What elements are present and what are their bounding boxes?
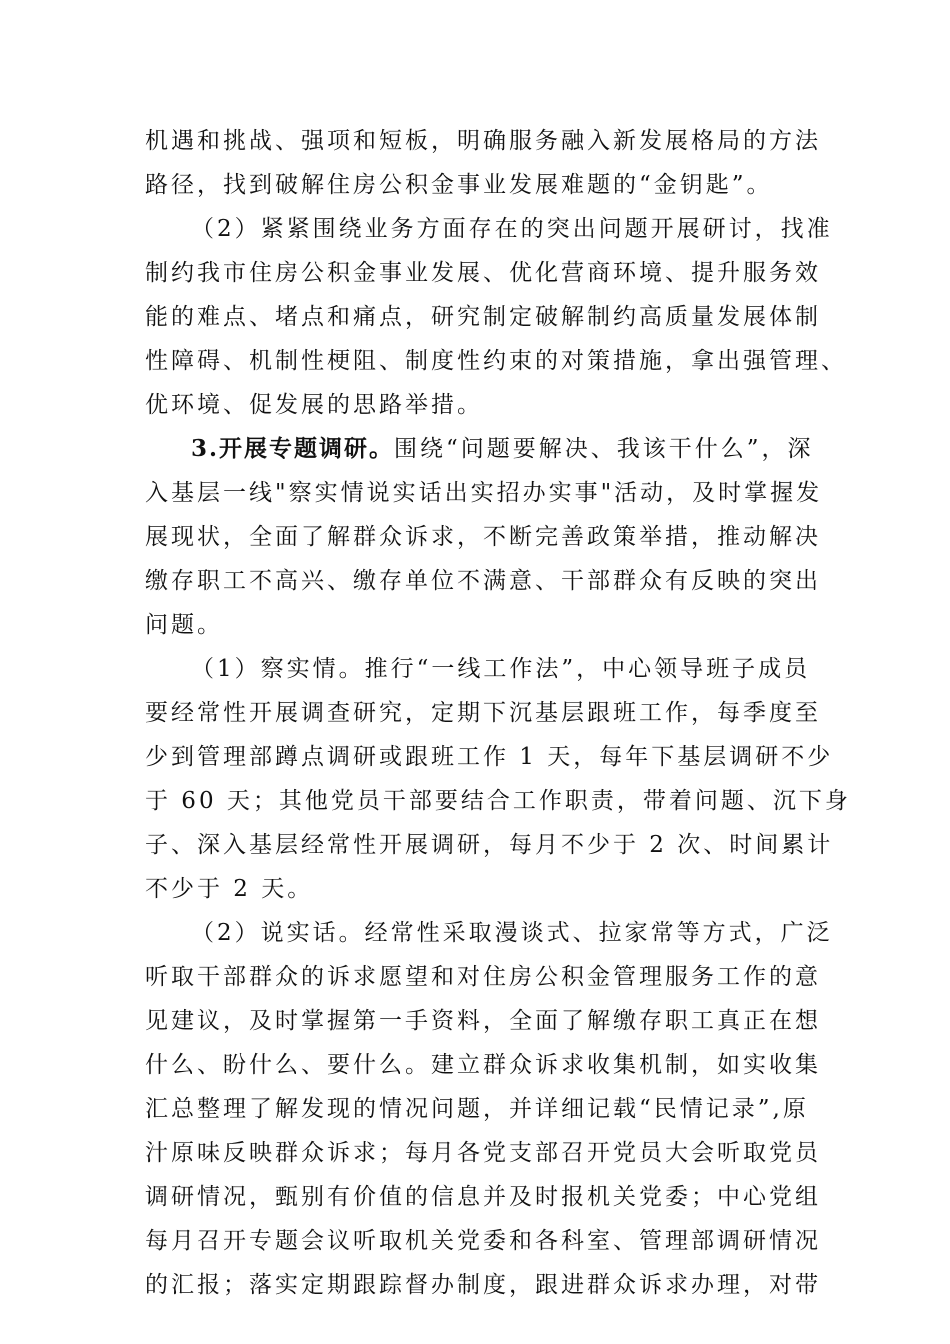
text-line: 展现状，全面了解群众诉求，不断完善政策举措，推动解决 bbox=[145, 524, 821, 550]
text-line: 机遇和挑战、强项和短板，明确服务融入新发展格局的方法 bbox=[145, 128, 821, 154]
text-line: 性障碍、机制性梗阻、制度性约束的对策措施，拿出强管理、 bbox=[145, 348, 847, 374]
text-line: 汇总整理了解发现的情况问题，并详细记载“民情记录”,原 bbox=[145, 1096, 809, 1122]
text-line: 听取干部群众的诉求愿望和对住房公积金管理服务工作的意 bbox=[145, 964, 821, 990]
text-line: （2）紧紧围绕业务方面存在的突出问题开展研讨，找准 bbox=[191, 216, 833, 242]
text-line: 见建议，及时掌握第一手资料，全面了解缴存职工真正在想 bbox=[145, 1008, 821, 1034]
text-line: 能的难点、堵点和痛点，研究制定破解制约高质量发展体制 bbox=[145, 304, 821, 330]
text-line: 路径，找到破解住房公积金事业发展难题的“金钥匙”。 bbox=[145, 172, 773, 198]
text-line: 缴存职工不高兴、缴存单位不满意、干部群众有反映的突出 bbox=[145, 568, 821, 594]
text-line: 少到管理部蹲点调研或跟班工作 1 天，每年下基层调研不少 bbox=[145, 744, 834, 770]
section-intro: 围绕“问题要解决、我该干什么”，深 bbox=[394, 436, 814, 462]
text-line: 的汇报；落实定期跟踪督办制度，跟进群众诉求办理，对带 bbox=[145, 1272, 821, 1298]
text-line bbox=[191, 434, 891, 464]
text-line: 于 60 天；其他党员干部要结合工作职责，带着问题、沉下身 bbox=[145, 788, 851, 814]
text-line: 优环境、促发展的思路举措。 bbox=[145, 392, 483, 418]
text-line: 要经常性开展调查研究，定期下沉基层跟班工作，每季度至 bbox=[145, 700, 821, 726]
section-heading: 3.开展专题调研。 bbox=[191, 435, 395, 462]
text-line: （1）察实情。推行“一线工作法”，中心领导班子成员 bbox=[191, 656, 811, 682]
text-line: 问题。 bbox=[145, 612, 223, 638]
text-line: 汁原味反映群众诉求；每月各党支部召开党员大会听取党员 bbox=[145, 1140, 821, 1166]
text-line: 入基层一线"察实情说实话出实招办实事"活动，及时掌握发 bbox=[145, 480, 823, 506]
text-line: 不少于 2 天。 bbox=[145, 876, 314, 902]
text-line: 什么、盼什么、要什么。建立群众诉求收集机制，如实收集 bbox=[145, 1052, 821, 1078]
text-line: 子、深入基层经常性开展调研，每月不少于 2 次、时间累计 bbox=[145, 832, 834, 858]
text-line: 调研情况，甄别有价值的信息并及时报机关党委；中心党组 bbox=[145, 1184, 821, 1210]
text-line: （2）说实话。经常性采取漫谈式、拉家常等方式，广泛 bbox=[191, 920, 833, 946]
text-line: 制约我市住房公积金事业发展、优化营商环境、提升服务效 bbox=[145, 260, 821, 286]
text-line: 每月召开专题会议听取机关党委和各科室、管理部调研情况 bbox=[145, 1228, 821, 1254]
